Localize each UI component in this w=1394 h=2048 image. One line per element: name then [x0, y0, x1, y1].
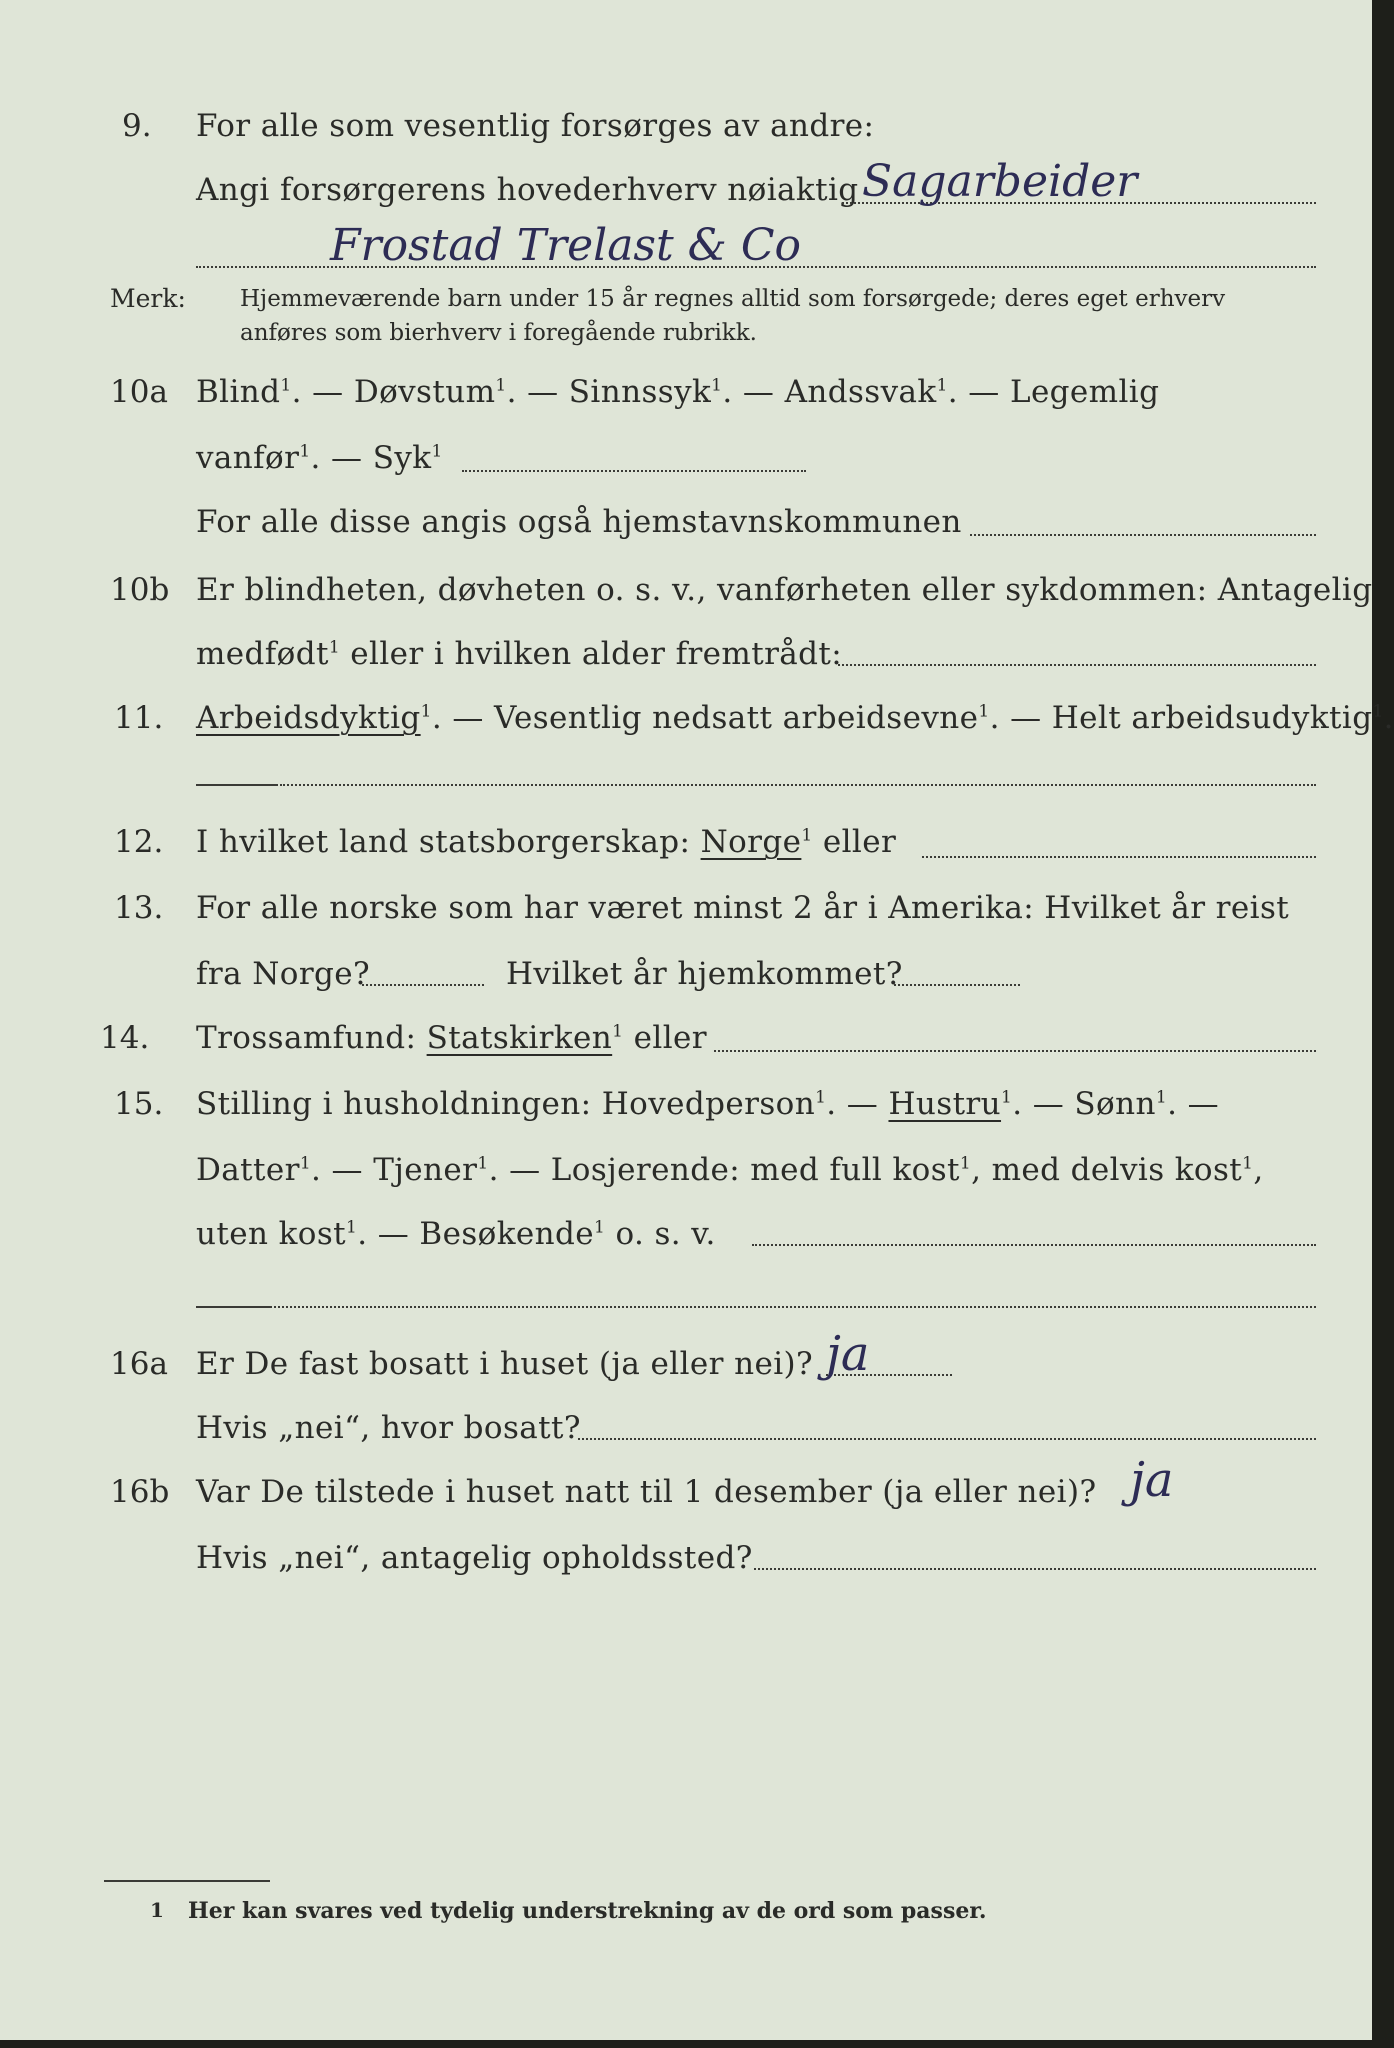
- q13-left-dotline: [362, 984, 484, 986]
- q16b-handwritten-answer: ja: [1130, 1452, 1174, 1508]
- q16b-line-1: Var De tilstede i huset natt til 1 desember (ja eller nei)?: [196, 1474, 1097, 1510]
- item-number-10a: 10a: [110, 374, 168, 410]
- q16a-line-2: Hvis „nei“, hvor bosatt?: [196, 1410, 581, 1446]
- q10b-innate: medfødt: [196, 636, 329, 672]
- q11-end: .: [1383, 700, 1394, 736]
- q16b-answer-dotline: [754, 1568, 1316, 1570]
- q15-answer-line: [196, 1306, 272, 1308]
- q14-answer-dotline: [714, 1050, 1316, 1052]
- q13-line-2a: fra Norge?: [196, 956, 371, 992]
- q15-answer-dotline: [752, 1244, 1316, 1246]
- q15-osv: o. s. v.: [605, 1216, 716, 1252]
- footnote-marker: 1: [150, 1898, 164, 1922]
- q10a-sep3: . —: [722, 374, 785, 410]
- q10a-sep4: . —: [947, 374, 1010, 410]
- q15-sep-c: . —: [311, 1152, 374, 1188]
- note-line-1: Hjemmeværende barn under 15 år regnes alltid som forsørgede; deres eget erhverv: [240, 286, 1226, 312]
- q15-sep-a: . —: [826, 1086, 889, 1122]
- q9-handwritten-occupation: Sagarbeider: [862, 156, 1138, 207]
- q15-lodger: . — Losjerende: med full kost: [488, 1152, 960, 1188]
- q14-or: eller: [623, 1020, 707, 1056]
- item-number-11: 11.: [114, 700, 164, 736]
- q15-text: Stilling i husholdningen:: [196, 1086, 602, 1122]
- item-number-10b: 10b: [110, 572, 170, 608]
- q15-without: uten kost: [196, 1216, 347, 1252]
- q10a-insane: Sinnssyk: [568, 374, 712, 410]
- footnote-text: Her kan svares ved tydelig understrekning av de ord som passer.: [188, 1898, 987, 1924]
- note-label: Merk:: [110, 284, 186, 313]
- item-number-15: 15.: [114, 1086, 164, 1122]
- q16a-where-dotline: [578, 1438, 1316, 1440]
- q12-answer-dotline: [922, 856, 1316, 858]
- q9-line-2: Angi forsørgerens hovederhverv nøiaktig: [196, 172, 859, 208]
- q15-line-1: Stilling i husholdningen: Hovedperson$^1$. — Hustru$^1$. — Sønn$^1$. —: [196, 1086, 1219, 1122]
- q11-unable: Helt arbeidsudyktig: [1051, 700, 1373, 736]
- q10a-deaf: Døvstum: [353, 374, 496, 410]
- q15-head: Hovedperson: [601, 1086, 816, 1122]
- q15-visitor: . — Besøkende: [357, 1216, 594, 1252]
- q10a-line-2: vanfør$^1$. — Syk$^1$: [196, 440, 443, 476]
- q11-answer-line: [196, 784, 278, 786]
- q15-partial: , med delvis kost: [971, 1152, 1243, 1188]
- q12-norway-underlined: Norge: [700, 824, 802, 860]
- q16b-line-2: Hvis „nei“, antagelig opholdssted?: [196, 1540, 753, 1576]
- q10a-sep5: . —: [310, 440, 373, 476]
- q15-sep-b: . —: [1012, 1086, 1075, 1122]
- q15-answer-dotline-2: [274, 1306, 1316, 1308]
- q9-line-1: For alle som vesentlig forsørges av andre:: [196, 108, 875, 144]
- q15-dash: . —: [1167, 1086, 1219, 1122]
- note-line-2: anføres som bierhverv i foregående rubrikk.: [240, 320, 757, 346]
- q11-able-underlined: Arbeidsdyktig: [196, 700, 421, 736]
- q14-line: Trossamfund: Statskirken$^1$ eller: [196, 1020, 707, 1056]
- q14-text: Trossamfund:: [196, 1020, 427, 1056]
- q11-reduced: Vesentlig nedsatt arbeidsevne: [494, 700, 979, 736]
- q10a-sick: Syk: [372, 440, 432, 476]
- q11-sep1: . —: [431, 700, 495, 736]
- q16a-line-1: Er De fast bosatt i huset (ja eller nei)?: [196, 1346, 814, 1382]
- item-number-13: 13.: [114, 890, 164, 926]
- item-number-12: 12.: [114, 824, 164, 860]
- item-number-16a: 16a: [110, 1346, 168, 1382]
- q10a-home-municipality-dotline: [970, 534, 1316, 536]
- q15-son: Sønn: [1074, 1086, 1156, 1122]
- q10b-rest: eller i hvilken alder fremtrådt:: [340, 636, 843, 672]
- q15-line-2: Datter$^1$. — Tjener$^1$. — Losjerende: med full kost$^1$, med delvis kost$^1$,: [196, 1152, 1264, 1188]
- q16a-handwritten-answer: ja: [826, 1326, 870, 1382]
- q10b-line-2: medfødt$^1$ eller i hvilken alder fremtrådt:: [196, 636, 843, 672]
- q11-sep2: . —: [989, 700, 1052, 736]
- q10a-blind: Blind: [196, 374, 281, 410]
- q12-or: eller: [812, 824, 897, 860]
- q9-handwritten-employer: Frostad Trelast & Co: [330, 220, 801, 271]
- q11-answer-dotline: [280, 784, 1316, 786]
- footnote-rule: [104, 1880, 270, 1882]
- q10b-answer-dotline: [838, 664, 1316, 666]
- q10a-disabled: vanfør: [196, 440, 300, 476]
- q15-line-3: uten kost$^1$. — Besøkende$^1$ o. s. v.: [196, 1216, 716, 1252]
- q10b-line-1: Er blindheten, døvheten o. s. v., vanførheten eller sykdommen: Antagelig: [196, 572, 1373, 608]
- q12-text: I hvilket land statsborgerskap:: [196, 824, 701, 860]
- item-number-16b: 16b: [110, 1474, 170, 1510]
- q11-line: Arbeidsdyktig$^1$. — Vesentlig nedsatt arbeidsevne$^1$. — Helt arbeidsudyktig$^1$.: [196, 700, 1394, 736]
- q10a-line-3: For alle disse angis også hjemstavnskommunen: [196, 504, 962, 540]
- item-number-14: 14.: [100, 1020, 150, 1056]
- q10a-sep1: . —: [291, 374, 354, 410]
- q10a-physically: Legemlig: [1009, 374, 1160, 410]
- q15-daughter: Datter: [196, 1152, 300, 1188]
- q15-servant: Tjener: [373, 1152, 478, 1188]
- q15-wife-underlined: Hustru: [888, 1086, 1002, 1122]
- q13-return-dotline: [894, 984, 1020, 986]
- q10a-line-1: Blind$^1$. — Døvstum$^1$. — Sinnssyk$^1$. — Andssvak$^1$. — Legemlig: [196, 374, 1160, 410]
- q10a-answer-dotline: [462, 470, 806, 472]
- q10a-sep2: . —: [506, 374, 569, 410]
- q14-church-underlined: Statskirken: [426, 1020, 613, 1056]
- item-number-9: 9.: [122, 108, 152, 144]
- q15-comma: ,: [1253, 1152, 1264, 1188]
- q10a-feeble: Andssvak: [784, 374, 937, 410]
- q13-line-1: For alle norske som har været minst 2 år i Amerika: Hvilket år reist: [196, 890, 1290, 926]
- q12-line: I hvilket land statsborgerskap: Norge$^1$ eller: [196, 824, 897, 860]
- q13-line-2b: Hvilket år hjemkommet?: [506, 956, 903, 992]
